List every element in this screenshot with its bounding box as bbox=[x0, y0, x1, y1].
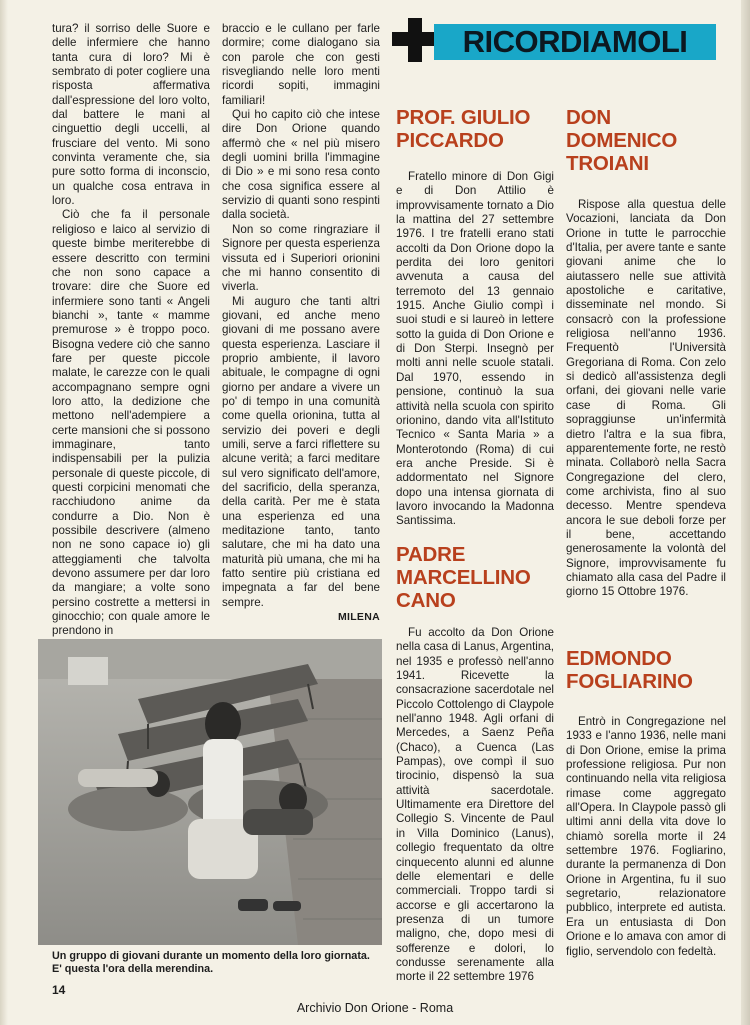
section-title: RICORDIAMOLI bbox=[434, 24, 716, 60]
section-banner bbox=[390, 16, 716, 64]
page-number: 14 bbox=[52, 983, 66, 997]
photo bbox=[38, 639, 382, 945]
obituary-heading: DON DOMENICO TROIANI bbox=[566, 106, 678, 175]
article-paragraph: Qui ho capito ciò che intese dire Don Orione quando affermò che « nel più misero degli uomini brilla l'immagine di Dio » e mi sono resa conto che cosa significa essere al servizio di quanti sono respinti dalla società. bbox=[222, 108, 380, 222]
article-paragraph: braccio e le cullano per farle dormire; come dialogano sia con parole che con gesti risvegliando nelle loro menti ricordi sopiti, immagini familiari! bbox=[222, 22, 380, 107]
article-paragraph: Mi auguro che tanti altri giovani, ed anche meno giovani di me possano avere questa esperienza. Lasciare il proprio ambiente, il lavoro abituale, le compagne di ogni giorno per andare a vivere un po' di tempo in una comunità come quella orionina, tutta al servizio dei poveri e degli umili, serve a farci riflettere su alcune verità; a farci meditare sul vero significato dell'amore, del sacrificio, della speranza, della carità. Per me è stata una esperienza ed una meditazione tanto, tanto salutare, che mi ha dato una maturità più umana, che mi ha fatto sentire più cristiana ed impegnata a far del bene sempre. bbox=[222, 294, 380, 609]
page-edge-shadow bbox=[0, 0, 8, 1025]
photo-caption: Un gruppo di giovani durante un momento della loro giornata. E' questa l'ora della merendina. bbox=[52, 950, 370, 975]
obituary-heading: EDMONDO FOGLIARINO bbox=[566, 647, 693, 693]
obituary-paragraph: Fu accolto da Don Orione nella casa di Lanus, Argentina, nel 1935 e professò nell'anno 1941. Ricevette la consacrazione sacerdotale nel Piccolo Cottolengo di Claypole nell'anno 1948. Agli orfani di Mercedes, a Saenz Peña (Chaco), a Cuenca (Las Pampas), ove compì il suo tirocinio, dispensò la sua attività sacerdotale. Ultimamente era Direttore del Collegio S. Vincente de Paul in Villa Dominico (Lanus), collegio frequentato da oltre cinquecento alunni ed alunne delle elementari e delle commerciali. Troppo tardi si accorse e gli accertarono la presenza di un tumore maligno, che, dopo mesi di sofferenze e dolori, lo condusse serenamente alla morte il 22 settembre 1976 bbox=[396, 626, 554, 984]
article-column-2 bbox=[222, 22, 380, 610]
obituary-heading: PADRE MARCELLINO CANO bbox=[396, 543, 531, 612]
obituary-text bbox=[566, 198, 726, 600]
obituary-heading: PROF. GIULIO PICCARDO bbox=[396, 106, 531, 152]
article-paragraph: tura? il sorriso delle Suore e delle infermiere che hanno tanta cura di loro? Mi è sembrato di poter cogliere una risposta affermativa dall'espressione del loro volto, dal battere le mani al cinguettio degli uccelli, al frusciare del vento. Mi sono convinta veramente che, sia pure sotto forma di inconscio, un qualche cosa entrava in loro. bbox=[52, 22, 210, 208]
article-column-1 bbox=[52, 22, 210, 639]
article-paragraph: Ciò che fa il personale religioso e laico al servizio di queste bimbe meriterebbe di essere descritto con termini che non sono capace a trovare: dire che Suore ed infermiere sono tanti « Angeli bianchi », tante « mamme premurose » è troppo poco. Bisogna vedere ciò che sanno fare per queste piccole malate, le carezze con le quali accompagnano sempre ogni loro atto, la dedizione che mettono nell'adempiere a certe mansioni che si possono immaginare, tanto indispensabili per la pulizia personale di queste piccole, di questi corpicini menomati che racchiudono anime da condurre a Dio. Non è possibile descrivere (almeno non ne sono capace io) gli atteggiamenti che talvolta devono assumere per dar loro da mangiare; a volte sono persino costrette a mettersi in ginocchio; con quale amore le prendono in bbox=[52, 208, 210, 638]
archive-watermark: Archivio Don Orione - Roma bbox=[296, 1001, 454, 1015]
obituary-text bbox=[396, 626, 554, 985]
article-signature: MILENA bbox=[337, 611, 380, 623]
obituary-text bbox=[566, 715, 726, 959]
page-fold bbox=[741, 0, 750, 1025]
photo-illustration bbox=[38, 639, 382, 945]
obituary-paragraph: Fratello minore di Don Gigi e di Don Attilio è improvvisamente tornato a Dio la mattina del 27 settembre 1976. I tre fratelli erano stati accolti da Don Orione dopo la perdita dei loro genitori avvenuta a causa del terremoto del 13 gennaio 1915. Anche Giulio compì i suoi studi e si laureò in lettere sotto la guida di Don Orione e di Don Sterpi. Insegnò per molti anni nelle scuole statali. Dal 1970, essendo in pensione, continuò la sua attività nella scuola con spirito orionino, dando vita all'Istituto Tecnico « Santa Maria » a Monterotondo (Roma) di cui era anche Preside. Si è addormentato nel Signore dopo una intensa giornata di lavoro invocando la Madonna Santissima. bbox=[396, 170, 554, 528]
obituary-paragraph: Entrò in Congregazione nel 1933 e l'anno 1936, nelle mani di Don Orione, emise la prima professione religiosa. Pur non continuando nella vita religiosa rimase come aggregato all'Opera. In Claypole passò gli ultimi anni della vita dove lo chiamò sorella morte il 24 settembre 1976. Fogliarino, durante la permanenza di Don Orione in Argentina, fu il suo segretario, relazionatore pubblico, interprete ed autista. Era un entusiasta di Don Orione e lo amava con amor di figlio, servendolo con fedeltà. bbox=[566, 715, 726, 958]
obituary-text bbox=[396, 170, 554, 529]
obituary-paragraph: Rispose alla questua delle Vocazioni, lanciata da Don Orione in tutte le parrocchie d'Italia, per avere tante e sante giovani anime che lo aiutassero nelle sue attività apostoliche e caritative, disseminate nel mondo. Si consacrò con la professione religiosa nell'anno 1936. Frequentò l'Università Gregoriana di Roma. Con zelo si dedicò all'assistenza degli orfani, dei giovani nelle varie case di Roma. Gli sopraggiunse un'infermità dietro l'altra e la sua fibra, apparentemente forte, ne restò minata. Collaborò nella Sacra Congregazione del clero, come archivista, fino al suo decesso. Mentre spendeva ancora le sue deboli forze per il bene, accettando generosamente la volontà del Signore, improvvisamente fu chiamato alla casa del Padre il giorno 15 Ottobre 1976. bbox=[566, 198, 726, 599]
article-paragraph: Non so come ringraziare il Signore per questa esperienza vissuta ed i Superiori orionini che mi hanno consentito di viverla. bbox=[222, 222, 380, 294]
